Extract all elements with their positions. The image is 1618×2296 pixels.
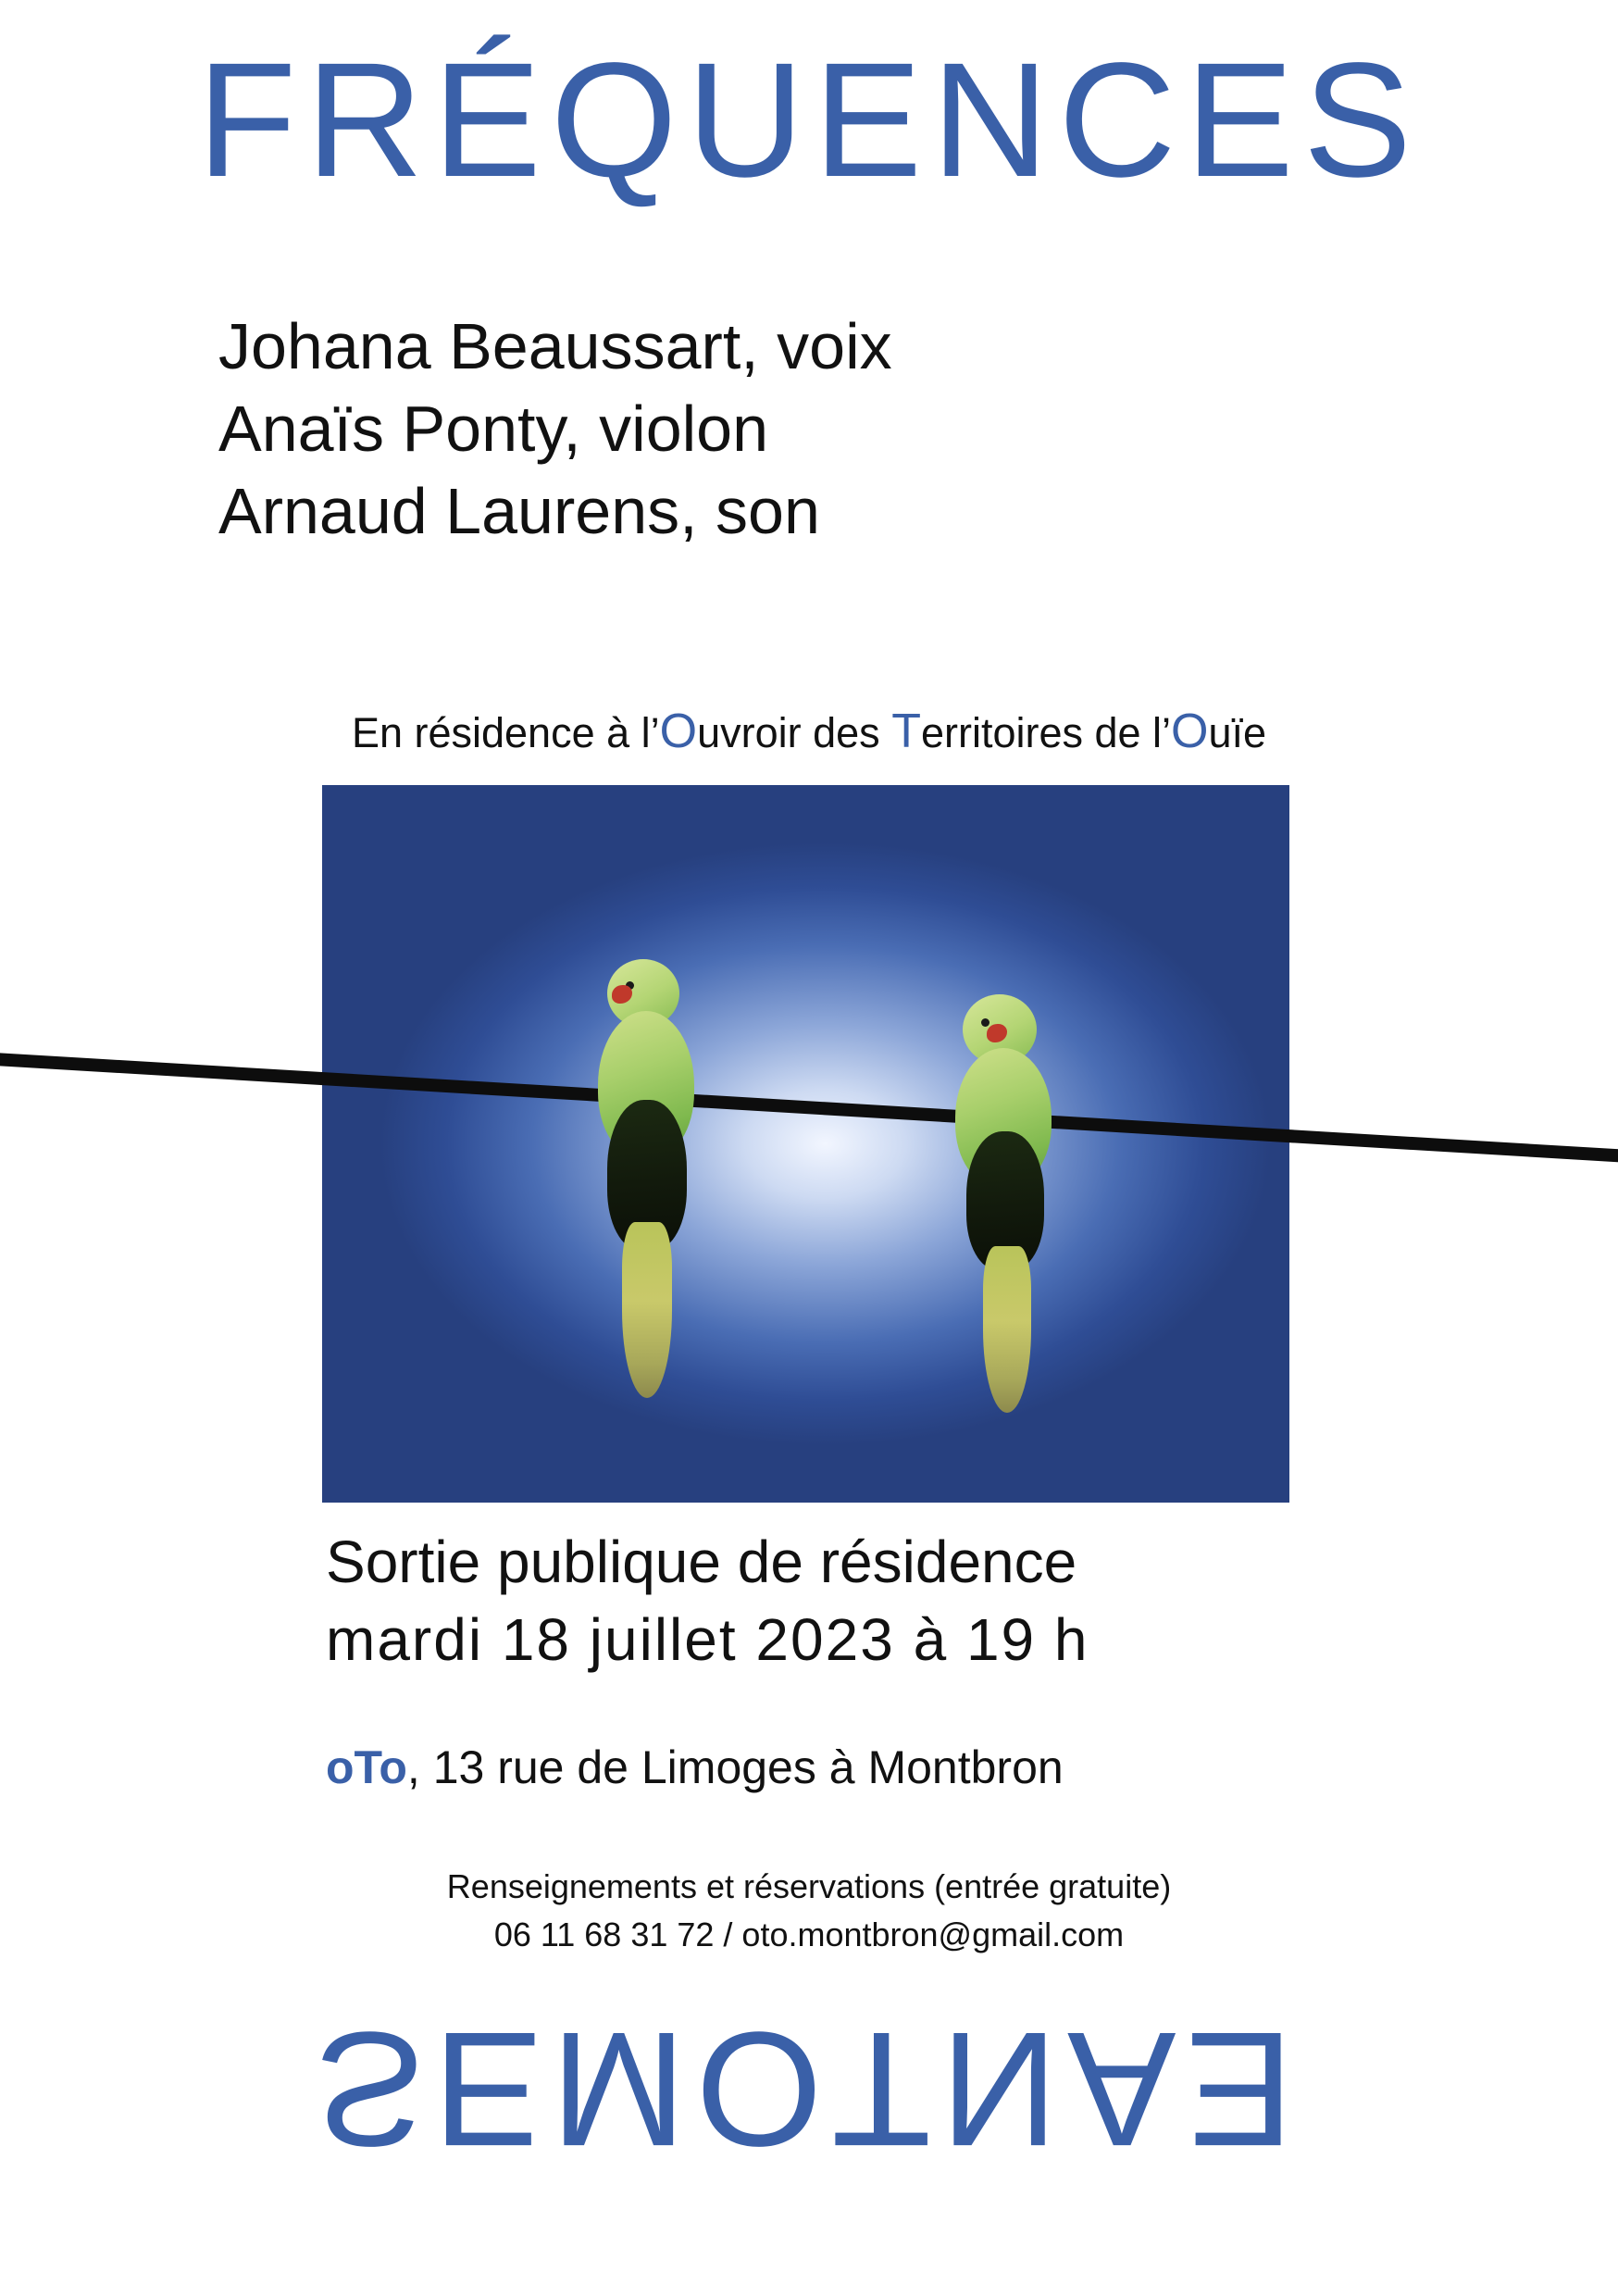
parakeets-photo — [322, 785, 1289, 1503]
event-date: mardi 18 juillet 2023 à 19 h — [326, 1606, 1089, 1674]
performer-list — [218, 306, 1422, 553]
parakeet-left — [555, 944, 722, 1398]
venue-address: , 13 rue de Limoges à Montbron — [406, 1741, 1064, 1793]
residency-highlight-t: T — [891, 705, 921, 758]
parakeet-right-eye — [981, 1018, 989, 1027]
residency-part-3: erritoires de l — [920, 709, 1163, 756]
residency-line — [0, 704, 1618, 759]
parakeet-right — [926, 981, 1092, 1416]
contact-info-line: Renseignements et réservations (entrée gratuite) — [446, 1867, 1172, 1905]
contact-block — [0, 1863, 1618, 1959]
photo-background-sky — [322, 785, 1289, 1503]
residency-part-4: uïe — [1208, 709, 1267, 756]
residency-highlight-o2: O — [1171, 705, 1209, 758]
venue-name: oTo — [326, 1741, 407, 1793]
residency-highlight-o1: O — [659, 705, 698, 758]
residency-part-2: uvroir des — [697, 709, 892, 756]
event-details — [326, 1523, 1344, 1679]
venue-line — [326, 1741, 1437, 1794]
performer-item: Anaïs Ponty, violon — [218, 392, 769, 465]
performer-item: Johana Beaussart, voix — [218, 310, 892, 382]
event-heading: Sortie publique de résidence — [326, 1529, 1077, 1595]
residency-apostrophe-1: ’ — [650, 709, 660, 756]
residency-apostrophe-2: ’ — [1162, 709, 1172, 756]
parakeet-right-tail — [983, 1246, 1031, 1413]
contact-phone-email[interactable]: 06 11 68 31 72 / oto.montbron@gmail.com — [493, 1915, 1125, 1954]
residency-part-1: En résidence à l — [351, 709, 651, 756]
footer-mirrored-title: SEMOTNAƎ — [315, 1998, 1303, 2179]
parakeet-left-tail — [622, 1222, 672, 1398]
performer-item: Arnaud Laurens, son — [218, 474, 820, 547]
page-title: FRÉQUENCES — [196, 30, 1422, 211]
